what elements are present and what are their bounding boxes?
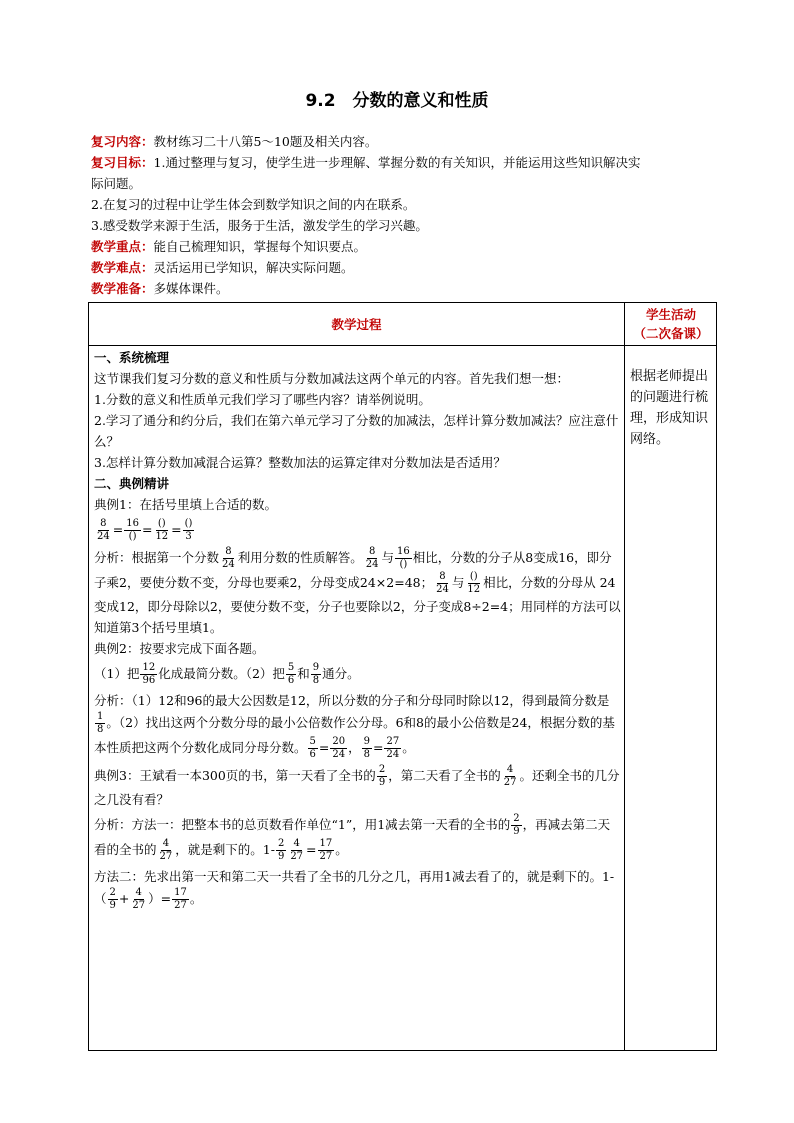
- teaching-prep-label: 教学准备：: [91, 281, 154, 296]
- fraction: $\frac{()}{12}$: [467, 571, 481, 595]
- example-1-title: 典例1：在括号里填上合适的数。: [94, 497, 277, 512]
- fraction: $\frac{8}{24}$: [436, 571, 449, 595]
- teaching-difficulty-text: 灵活运用已学知识，解决实际问题。: [153, 260, 354, 275]
- section-1-question-3: 3.怎样计算分数加减混合运算？整数加法的运算定律对分数加法是否适用？: [94, 455, 506, 470]
- fraction: $\frac{9}{8}$: [312, 662, 320, 686]
- fraction: $\frac{5}{6}$: [309, 736, 316, 760]
- section-2-title: 二、典例精讲: [94, 476, 170, 491]
- fraction: $\frac{2}{9}$: [109, 887, 116, 911]
- fraction: $\frac{12}{96}$: [142, 662, 156, 686]
- fraction: $\frac{27}{24}$: [386, 736, 400, 760]
- fraction: $\frac{8}{24}$: [365, 546, 379, 570]
- example-3-method-1: 分析：方法一：把整本书的总页数看作单位“1”，用1减去第一天看的全书的 $\frac{2}{9}$ ，再减去第二天看的全书的 $\frac{4}{27}$ ，就是剩下的。1- $\frac{2}{9}$ $\frac{4}{27}$ = $\frac{17}{27}$ 。: [94, 813, 611, 862]
- teaching-key-text: 能自己梳理知识，掌握每个知识要点。: [153, 239, 367, 254]
- section-1-question-1: 1.分数的意义和性质单元我们学习了哪些内容？请举例说明。: [94, 392, 431, 407]
- fraction: $\frac{16}{()}$: [126, 518, 139, 542]
- fraction: $\frac{()}{3}$: [184, 518, 193, 542]
- fraction: $\frac{4}{27}$: [159, 838, 173, 862]
- fraction: $\frac{2}{9}$: [513, 813, 520, 837]
- page-title: 9.2 分数的意义和性质: [305, 91, 489, 111]
- fraction: $\frac{9}{8}$: [363, 736, 370, 760]
- fraction: $\frac{4}{27}$: [290, 838, 304, 862]
- teaching-key-label: 教学重点：: [91, 239, 154, 254]
- fraction: $\frac{16}{()}$: [397, 546, 410, 570]
- example-3-method-2: 方法二：先求出第一天和第二天一共看了全书的几分之几，再用1减去看了的，就是剩下的。1-（ $\frac{2}{9}$ + $\frac{4}{27}$ ）= $\frac{17}{27}$ 。: [94, 869, 615, 911]
- fraction: $\frac{8}{24}$: [97, 518, 110, 542]
- fraction: $\frac{2}{9}$: [378, 764, 386, 788]
- lesson-table: [88, 302, 717, 1051]
- teaching-difficulty-label: 教学难点：: [91, 260, 154, 275]
- fraction: $\frac{2}{9}$: [277, 838, 285, 862]
- fraction: $\frac{5}{6}$: [287, 662, 295, 686]
- example-1-analysis: 分析：根据第一个分数 $\frac{8}{24}$ 利用分数的性质解答。 $\frac{8}{24}$ 与 $\frac{16}{()}$ 相比，分数的分子从8变成16，即分子乘2，要使分数不变，分母也要乘2，分母变成24×2=48； $\frac{8}{24}$ 与 $\frac{()}{12}$ 相比，分数的分母从 24变成12，即分母除以2，要使分数不变，分子也要除以2，分子变成8÷2=4；用同样的方法可以知道第3个括号里填1。: [94, 546, 621, 635]
- example-2-title: 典例2：按要求完成下面各题。: [94, 641, 265, 656]
- example-3-title: 典例3：王斌看一本300页的书，第一天看了全书的 $\frac{2}{9}$ ，第二天看了全书的 $\frac{4}{27}$ 。还剩全书的几分之几没有看？: [94, 764, 620, 807]
- teaching-difficulty-line: [91, 257, 731, 278]
- fraction: $\frac{()}{12}$: [155, 518, 169, 542]
- review-goal-2: 2.在复习的过程中让学生体会到数学知识之间的内在联系。: [91, 197, 416, 212]
- lesson-header: [91, 131, 731, 299]
- student-activity-header: [625, 303, 717, 345]
- teaching-process-header: 教学过程: [331, 317, 382, 332]
- fraction: $\frac{8}{24}$: [222, 546, 235, 570]
- fraction: $\frac{17}{27}$: [174, 887, 187, 911]
- teaching-process-body: [94, 347, 621, 912]
- column-divider: [624, 303, 625, 1050]
- fraction: $\frac{4}{27}$: [132, 887, 146, 911]
- review-content-text: 教材练习二十八第5～10题及相关内容。: [153, 134, 378, 149]
- review-content-line: [91, 131, 731, 152]
- section-1-question-2: 2.学习了通分和约分后，我们在第六单元学习了分数的加减法，怎样计算分数加减法？应注意什么？: [94, 413, 619, 449]
- header-row-divider: [89, 345, 716, 346]
- fraction: $\frac{20}{24}$: [332, 736, 346, 760]
- review-goal-3: 3.感受数学来源于生活，服务于生活，激发学生的学习兴趣。: [91, 218, 428, 233]
- section-1-intro: 这节课我们复习分数的意义和性质与分数加减法这两个单元的内容。首先我们想一想：: [94, 371, 570, 386]
- fraction: $\frac{17}{27}$: [319, 838, 333, 862]
- student-activity-header-line2: （二次备课）: [633, 326, 709, 341]
- student-activity-text: 根据老师提出的问题进行梳理，形成知识网络。: [630, 369, 709, 447]
- fraction: $\frac{4}{27}$: [503, 764, 517, 788]
- review-content-label: 复习内容：: [91, 134, 154, 149]
- review-goal-label: 复习目标：: [91, 155, 154, 170]
- review-goal-line: [91, 152, 731, 173]
- teaching-key-line: [91, 236, 731, 257]
- fraction: $\frac{1}{8}$: [97, 711, 104, 735]
- example-2-analysis: 分析：（1）12和96的最大公因数是12，所以分数的分子和分母同时除以12，得到最简分数是 $\frac{1}{8}$ 。（2）找出这两个分数分母的最小公倍数作公分母。6和8的最小公倍数是24，根据分数的基本性质把这两个分数化成同分母分数。 $\frac{5}{6}$ = $\frac{20}{24}$ ， $\frac{9}{8}$ = $\frac{27}{24}$ 。: [94, 693, 615, 760]
- review-goal-1a: 1.通过整理与复习，使学生进一步理解、掌握分数的有关知识，并能运用这些知识解决实: [153, 155, 641, 170]
- teaching-prep-text: 多媒体课件。: [153, 281, 229, 296]
- section-1-title: 一、系统梳理: [94, 350, 170, 365]
- example-1-equation: $\frac{8}{24}$ = $\frac{16}{()}$ = $\frac{()}{12}$ = $\frac{()}{3}$: [97, 518, 193, 542]
- teaching-prep-line: [91, 278, 731, 299]
- student-activity-header-line1: 学生活动: [645, 307, 696, 322]
- review-goal-1b: 际问题。: [91, 176, 142, 191]
- example-2-question: （1）把 $\frac{12}{96}$ 化成最简分数。（2）把 $\frac{5}{6}$ 和 $\frac{9}{8}$ 通分。: [94, 662, 360, 686]
